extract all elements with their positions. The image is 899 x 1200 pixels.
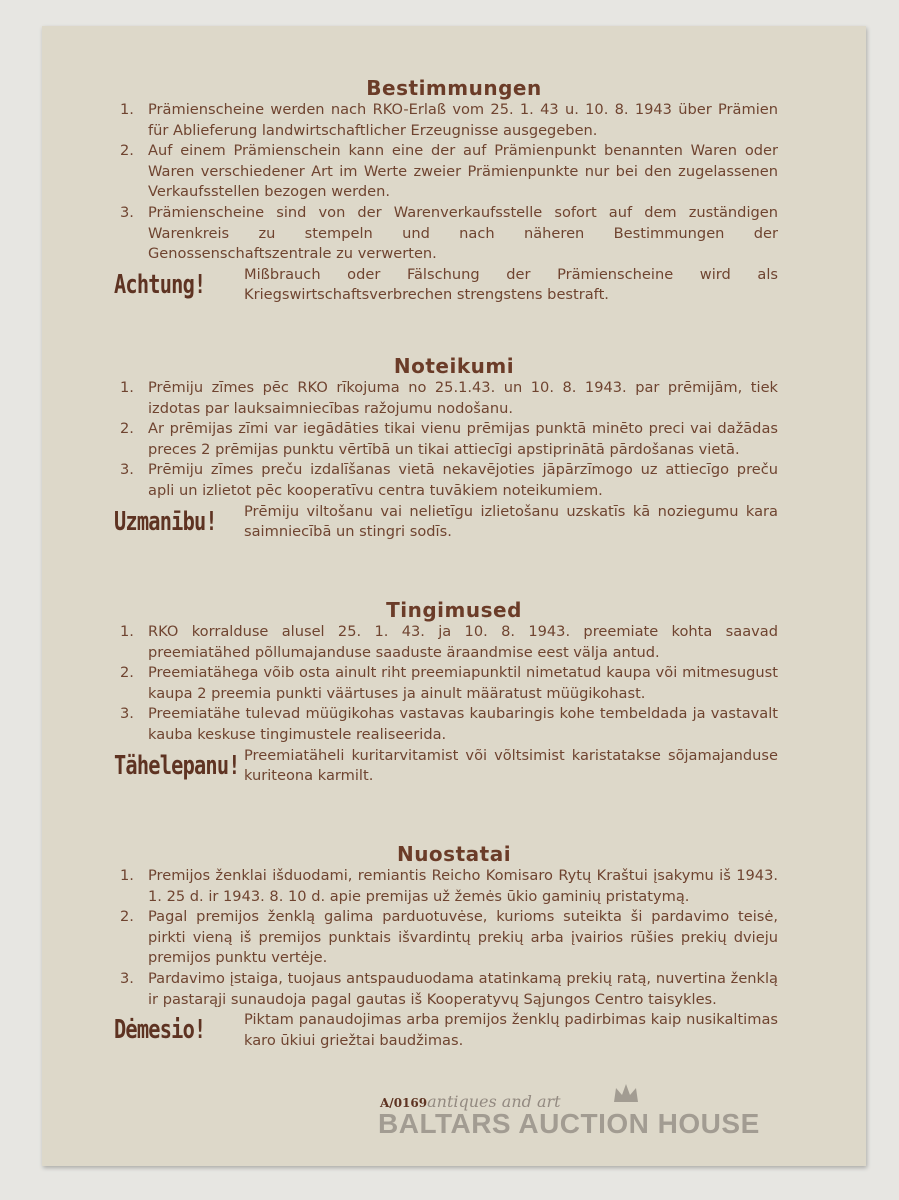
section-heading: Noteikumi	[393, 354, 515, 378]
item-number: 1.	[120, 379, 134, 396]
item-number: 3.	[120, 203, 134, 221]
item-list	[42, 622, 866, 746]
item-text: Prämienscheine werden nach RKO-Erlaß vom 25. 1. 43 u. 10. 8. 1943 über Prämien für Ablieferung landwirtschaftlicher Erzeugnisse ausgegeben.	[148, 101, 778, 139]
watermark-tagline: antiques and art	[427, 1092, 561, 1111]
item-text: Prēmiju zīmes pēc RKO rīkojuma no 25.1.43. un 10. 8. 1943. par prēmijām, tiek izdotas par lauksaimniecības ražojumu nodošanu.	[148, 379, 778, 417]
item-number: 2.	[120, 142, 134, 160]
item-text: Ar prēmijas zīmi var iegādāties tikai vienu prēmijas punktā minēto preci vai dažādas preces 2 prēmijas punktu vērtībā un tikai attiecīgi apstiprinātā pārdošanas vietā.	[148, 420, 778, 458]
item-number: 1.	[120, 101, 134, 118]
warning-word: Uzmanību!	[114, 506, 217, 537]
item-text: RKO korralduse alusel 25. 1. 43. ja 10. 8. 1943. preemiate kohta saavad preemiatähed põllumajanduse saaduste äraandmise eest välja antud.	[148, 623, 778, 661]
warning-block	[42, 502, 866, 546]
warning-block	[42, 746, 866, 790]
crown-icon	[612, 1082, 640, 1106]
list-item	[42, 907, 866, 969]
warning-word: Dėmesio!	[114, 1015, 206, 1046]
item-list	[42, 866, 866, 1010]
list-item	[42, 141, 866, 203]
section-latvian	[42, 354, 866, 546]
item-number: 3.	[120, 461, 134, 479]
item-number: 2.	[120, 664, 134, 682]
item-text: Preemiatähega võib osta ainult riht preemiapunktil nimetatud kaupa või mitmesugust kaupa 2 preemia punkti väärtuses ja ainult määratust müügikohast.	[148, 664, 778, 702]
section-german	[42, 76, 866, 309]
warning-word: Achtung!	[114, 269, 206, 300]
item-text: Pardavimo įstaiga, tuojaus antspauduodama atatinkamą prekių ratą, nuvertina ženklą ir pastarąji sunaudoja pagal gautas iš Kooperatyvų Sąjungos Centro taisykles.	[148, 969, 778, 1008]
warning-text: Piktam panaudojimas arba premijos ženklų padirbimas kaip nusikaltimas karo ūkiui griežtai baudžimas.	[244, 1011, 778, 1049]
list-item	[42, 622, 866, 663]
warning-text: Prēmiju viltošanu vai nelietīgu izlietošanu uzskatīs kā noziegumu kara saimniecībā un stingri sodīs.	[244, 502, 778, 541]
section-estonian	[42, 598, 866, 790]
item-list	[42, 378, 866, 502]
item-list	[42, 100, 866, 265]
list-item	[42, 100, 866, 141]
warning-block	[42, 1010, 866, 1054]
list-item	[42, 663, 866, 704]
warning-text: Preemiatäheli kuritarvitamist või võltsimist karistatakse sõjamajanduse kuriteona karmilt.	[244, 746, 778, 785]
item-number: 2.	[120, 420, 134, 438]
list-item	[42, 378, 866, 419]
item-text: Preemiatähe tulevad müügikohas vastavas kaubaringis kohe tembeldada ja vastavalt kauba keskuse tingimustele realiseerida.	[148, 705, 778, 743]
list-item	[42, 866, 866, 907]
list-item	[42, 419, 866, 460]
list-item	[42, 704, 866, 745]
section-heading: Bestimmungen	[366, 76, 542, 100]
item-number: 3.	[120, 705, 134, 723]
item-number: 1.	[120, 867, 134, 884]
document-sheet	[42, 26, 866, 1166]
serial-number: A/0169	[380, 1096, 428, 1110]
section-heading: Nuostatai	[396, 842, 512, 866]
item-text: Prämienscheine sind von der Warenverkaufsstelle sofort auf dem zuständigen Warenkreis zu stempeln und nach näheren Bestimmungen der Genossenschaftszentrale zu verwerten.	[148, 203, 778, 263]
section-heading: Tingimused	[386, 598, 522, 622]
list-item	[42, 203, 866, 265]
list-item	[42, 969, 866, 1010]
section-lithuanian	[42, 842, 866, 1054]
item-text: Prēmiju zīmes preču izdalīšanas vietā nekavējoties jāpārzīmogo uz attiecīgo preču apli un izlietot pēc kooperatīvu centra tuvākiem noteikumiem.	[148, 461, 778, 499]
item-text: Premijos ženklai išduodami, remiantis Reicho Komisaro Rytų Kraštui įsakymu iš 1943. 1. 25 d. ir 1943. 8. 10 d. apie premijas už žemės ūkio gaminių pristatymą.	[148, 867, 778, 905]
warning-block	[42, 265, 866, 309]
item-number: 1.	[120, 623, 134, 640]
item-text: Pagal premijos ženklą galima parduotuvėse, kurioms suteikta ši pardavimo teisė, pirkti vieną iš premijos punktais išvardintų prekių arba įvairios rūšies prekių dvieju premijos punktu vertėje.	[148, 908, 778, 967]
item-text: Auf einem Prämienschein kann eine der auf Prämienpunkt benannten Waren oder Waren verschiedener Art im Werte zweier Prämienpunkte nur bei den zugelassenen Verkaufsstellen bezogen werden.	[148, 142, 778, 201]
item-number: 2.	[120, 908, 134, 926]
warning-word: Tähelepanu!	[114, 750, 240, 781]
list-item	[42, 460, 866, 501]
warning-text: Mißbrauch oder Fälschung der Prämienscheine wird als Kriegswirtschaftsverbrechen strengstens bestraft.	[244, 265, 778, 304]
watermark-logo-text: BALTARS AUCTION HOUSE	[378, 1108, 760, 1139]
item-number: 3.	[120, 969, 134, 987]
